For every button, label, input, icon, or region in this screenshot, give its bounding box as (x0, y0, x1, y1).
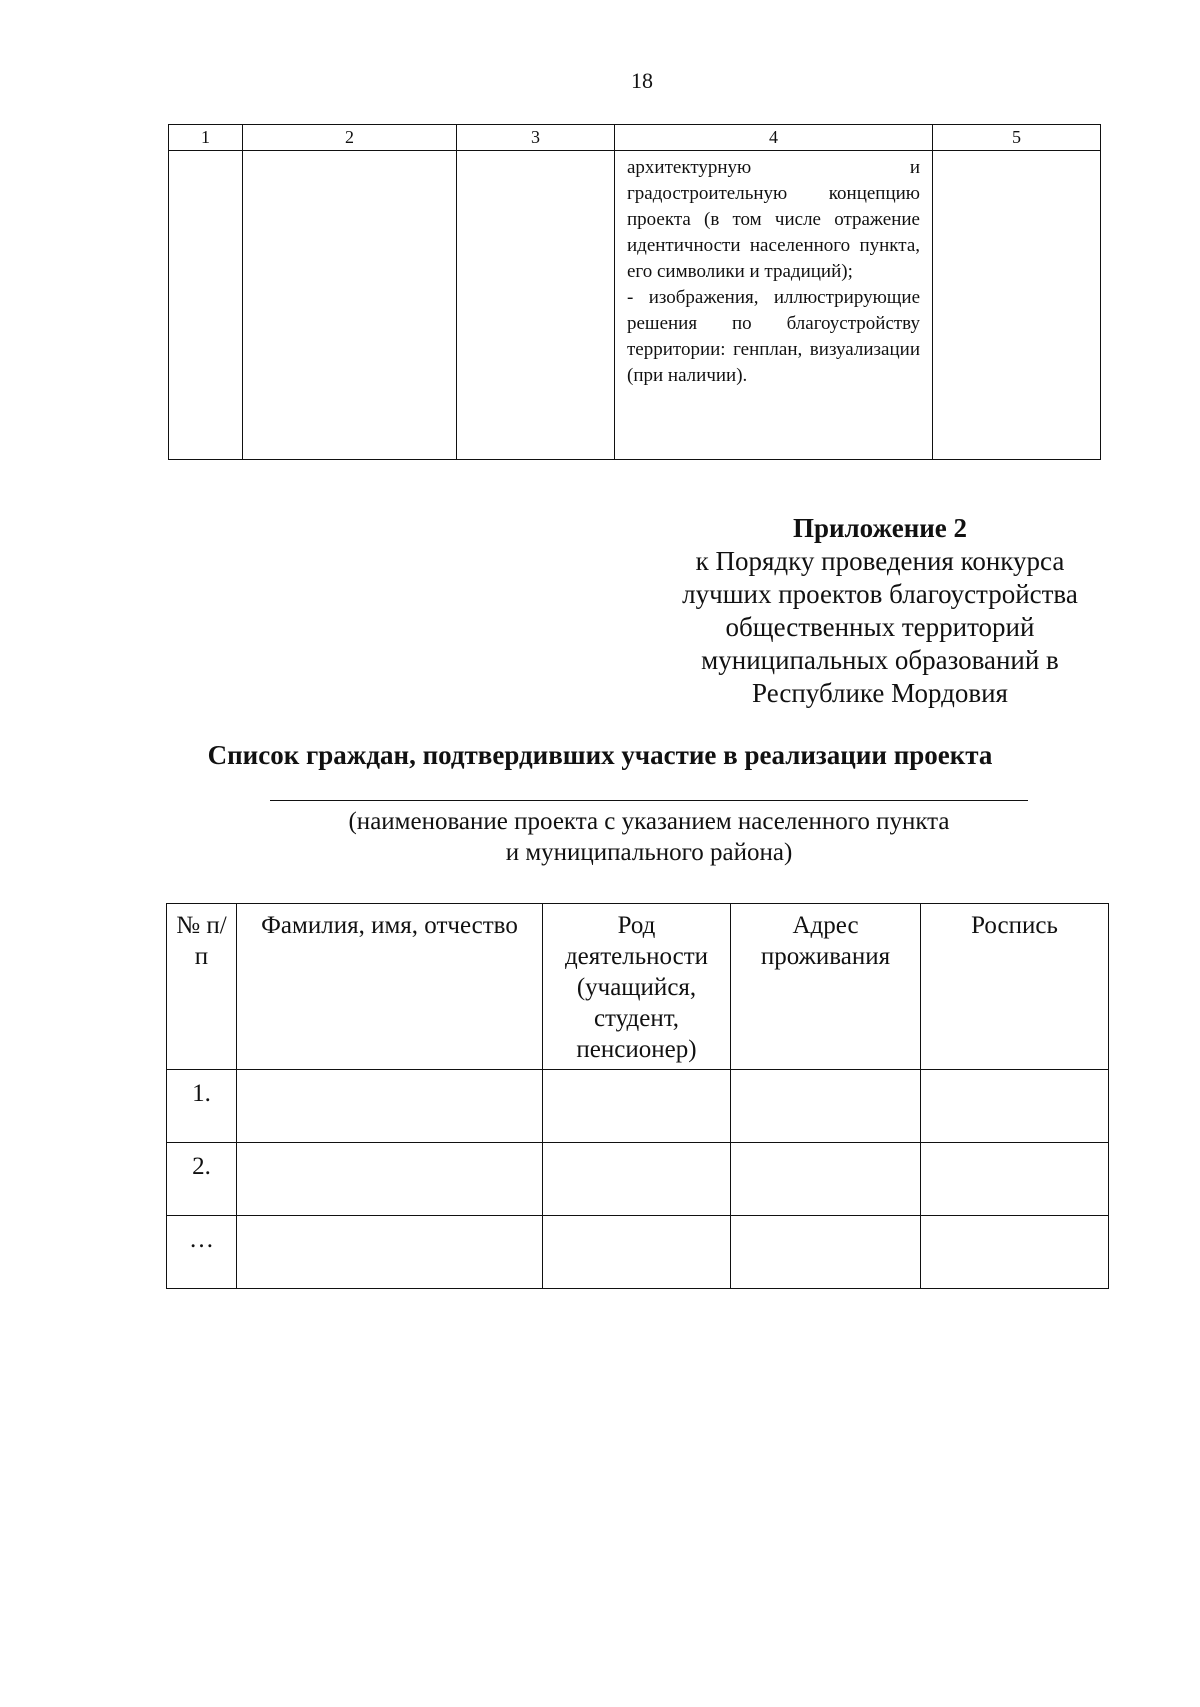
header-signature: Роспись (921, 904, 1109, 1070)
empty-cell (457, 151, 615, 460)
header-occupation: Род деятельности (учащийся, студент, пенсионер) (543, 904, 731, 1070)
empty-cell (169, 151, 243, 460)
column-number-cell: 2 (243, 125, 457, 151)
table-row (167, 1070, 1109, 1143)
table-row (167, 1143, 1109, 1216)
empty-cell (933, 151, 1101, 460)
empty-cell (731, 1143, 921, 1216)
empty-cell (731, 1070, 921, 1143)
empty-cell (543, 1216, 731, 1289)
page-number: 18 (631, 68, 653, 93)
caption-line: (наименование проекта с указанием населенного пункта (348, 808, 950, 835)
citizens-table-header-row (167, 904, 1109, 1070)
empty-cell (543, 1070, 731, 1143)
row-number: 2. (167, 1143, 237, 1216)
empty-cell (921, 1143, 1109, 1216)
empty-cell (237, 1216, 543, 1289)
requirements-paragraph: - изображения, иллюстрирующие решения по благоустройству территории: генплан, визуализации (при наличии). (627, 287, 920, 386)
column-number-cell: 5 (933, 125, 1101, 151)
project-name-line (270, 800, 1028, 801)
header-address: Адрес проживания (731, 904, 921, 1070)
row-number: 1. (167, 1070, 237, 1143)
list-title: Список граждан, подтвердивших участие в реализации проекта (207, 740, 993, 770)
appendix-line: лучших проектов благоустройства (682, 579, 1078, 609)
citizens-table (166, 903, 1109, 1289)
empty-cell (237, 1070, 543, 1143)
table-row (167, 1216, 1109, 1289)
project-name-caption (270, 806, 1028, 868)
column-number-cell: 1 (169, 125, 243, 151)
row-number: … (167, 1216, 237, 1289)
continuation-table (168, 124, 1101, 460)
requirements-paragraph: архитектурную и градостроительную концепцию проекта (в том числе отражение идентичности населенного пункта, его символики и традиций); (627, 157, 920, 282)
column-number-cell: 4 (615, 125, 933, 151)
header-full-name: Фамилия, имя, отчество (237, 904, 543, 1070)
appendix-line: муниципальных образований в (701, 645, 1059, 675)
appendix-title: Приложение 2 (792, 513, 968, 543)
continuation-table-row (169, 151, 1101, 460)
continuation-table-header-row (169, 125, 1101, 151)
empty-cell (921, 1216, 1109, 1289)
header-number: № п/п (167, 904, 237, 1070)
empty-cell (731, 1216, 921, 1289)
requirements-cell (615, 151, 933, 460)
appendix-line: к Порядку проведения конкурса (695, 546, 1065, 576)
appendix-line: общественных территорий (725, 612, 1035, 642)
column-number-cell: 3 (457, 125, 615, 151)
empty-cell (921, 1070, 1109, 1143)
caption-line: и муниципального района) (505, 839, 793, 866)
appendix-header (660, 512, 1100, 710)
empty-cell (543, 1143, 731, 1216)
empty-cell (237, 1143, 543, 1216)
empty-cell (243, 151, 457, 460)
appendix-line: Республике Мордовия (752, 678, 1008, 708)
